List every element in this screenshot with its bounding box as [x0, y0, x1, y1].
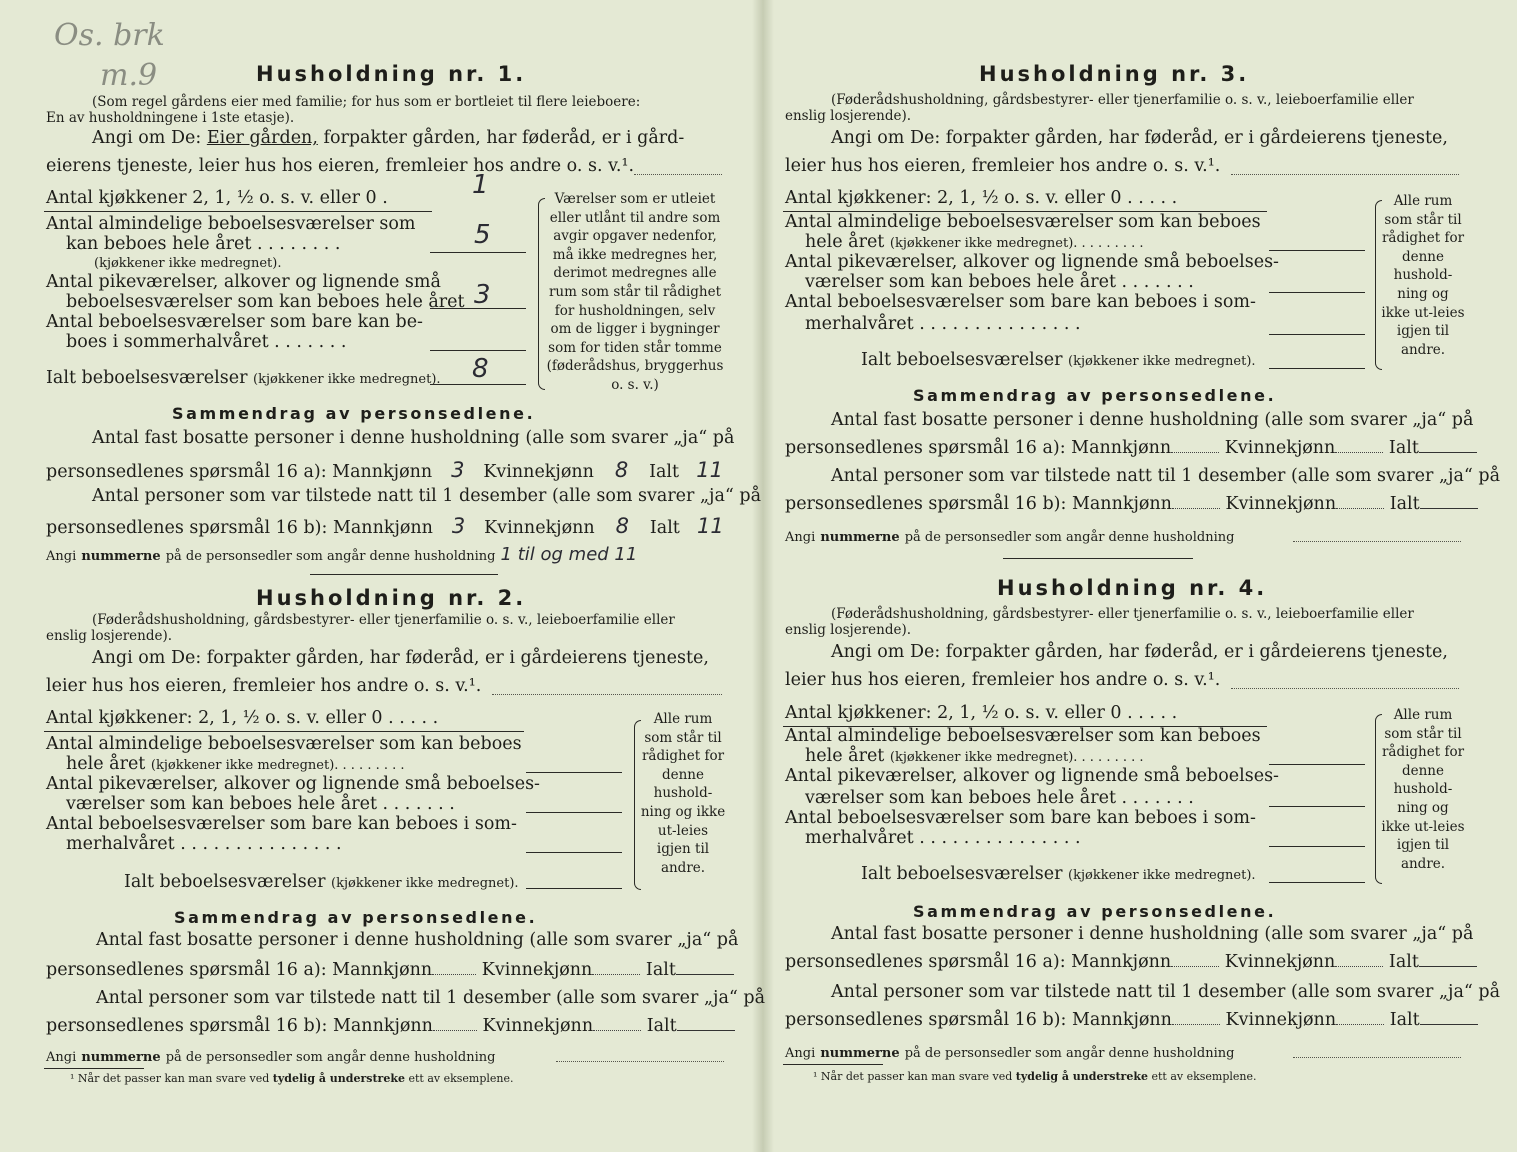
footnote-left-bold: tydelig å understreke	[272, 1072, 405, 1085]
h1-note-1: (Som regel gårdens eier med familie; for hus som er bortleiet til flere leieboere:	[92, 94, 641, 110]
h1-side-note: Værelser som er utleiet eller utlånt til andre som avgir opgaver nedenfor, må ikke medregnes her, derimot medregnes alle rum som står til rådighet for husholdningen, selv om de ligger i bygninger som for tiden står tomme (føderådshus, bryggerhus o. s. v.)	[546, 191, 724, 393]
h2-ordinary-l2	[66, 754, 405, 774]
h4-summary-title: Sammendrag av personsedlene.	[913, 902, 1277, 921]
h1-resident-total-label: Ialt	[649, 462, 680, 482]
h1-maid-rooms-value: 3	[474, 280, 491, 310]
h1-kitchens-value: 1	[472, 170, 489, 200]
h3-note-1: (Føderådshusholdning, gårdsbestyrer- eller tjenerfamilie o. s. v., leieboerfamilie eller	[831, 92, 1414, 108]
h1-ordinary-rooms-l2: kan beboes hele året . . . . . . . .	[66, 234, 341, 254]
footnote-right-bold: tydelig å understreke	[1015, 1070, 1148, 1083]
h2-total-rooms	[124, 872, 519, 892]
h3-numbers-answer-line	[1293, 541, 1461, 542]
footnote-left-post: ett av eksemplene.	[408, 1072, 514, 1085]
h1-brace	[538, 198, 545, 390]
h4-resident-l2	[785, 952, 1477, 972]
h2-present-female-label: Kvinnekjønn	[482, 1016, 594, 1036]
h1-present-male-label: personsedlenes spørsmål 16 b): Mannkjønn	[46, 518, 433, 538]
h1-total-rooms-value: 8	[472, 354, 489, 384]
footnote-rule-left	[44, 1068, 144, 1069]
h1-present-total-value: 11	[697, 514, 724, 538]
h2-side-note: Alle rum som står til rådighet for denne hushold-ning og ikke ut-leies igjen til andre.	[640, 711, 726, 876]
h1-numbers-value: 1 til og med 11	[500, 544, 638, 565]
h1-summer-rooms-l1: Antal beboelsesværelser som bare kan be-	[46, 312, 423, 332]
handwritten-mark-line1: Os. brk	[54, 18, 165, 53]
h1-angi-answer-line	[634, 174, 722, 175]
h2-resident-male-label: personsedlenes spørsmål 16 a): Mannkjønn	[46, 960, 433, 980]
h1-angi-rest: forpakter gården, har føderåd, er i gård-	[323, 128, 685, 148]
h2-ordinary-l1: Antal almindelige beboelsesværelser som kan beboes	[46, 734, 522, 754]
h1-resident-total-value: 11	[696, 458, 723, 482]
h3-total-rooms-pre: Ialt beboelsesværelser	[861, 350, 1063, 370]
h4-total-answer-line	[1269, 882, 1365, 883]
h4-angi-answer-line	[1231, 688, 1459, 689]
h2-numbers-row	[46, 1046, 495, 1065]
page-fold	[752, 0, 774, 1152]
h1-numbers-prefix: Angi	[46, 549, 77, 564]
h1-present-male-value: 3	[451, 514, 466, 538]
h2-ordinary-l2-note: (kjøkkener ikke medregnet). . . . . . . . .	[150, 758, 405, 773]
h1-present-l2	[46, 514, 735, 538]
h1-resident-l1: Antal fast bosatte personer i denne husholdning (alle som svarer „ja“ på	[92, 428, 735, 448]
h4-ordinary-l2-pre: hele året	[805, 746, 885, 766]
h3-title: Husholdning nr. 3.	[979, 62, 1250, 86]
h1-numbers-label: på de personsedler som angår denne husholdning	[165, 549, 496, 564]
h3-ordinary-answer-line	[1269, 250, 1365, 251]
h2-angi-l2: leier hus hos eieren, fremleier hos andre o. s. v.¹.	[46, 676, 482, 696]
h2-present-l1: Antal personer som var tilstede natt til 1 desember (alle som svarer „ja“ på	[96, 988, 766, 1008]
h4-resident-female-label: Kvinnekjønn	[1224, 952, 1336, 972]
h4-angi-l1: Angi om De: forpakter gården, har føderåd, er i gårdeierens tjeneste,	[831, 642, 1448, 662]
h3-numbers-prefix: Angi	[785, 530, 816, 545]
h1-present-female-value: 8	[615, 514, 629, 538]
h4-numbers-answer-line	[1293, 1057, 1461, 1058]
h2-kitchens-label: Antal kjøkkener: 2, 1, ½ o. s. v. eller 0 . . . . .	[46, 708, 439, 728]
h3-note-2: enslig losjerende).	[785, 108, 912, 124]
h3-maid-answer-line	[1269, 292, 1365, 293]
h1-angi-line1	[92, 128, 684, 148]
h3-ordinary-l2-pre: hele året	[805, 232, 885, 252]
h1-total-answer-line	[430, 384, 526, 385]
h1-numbers-row	[46, 544, 637, 565]
h4-maid-l1: Antal pikeværelser, alkover og lignende små beboelses-	[785, 766, 1279, 786]
h2-angi-l1: Angi om De: forpakter gården, har føderåd, er i gårdeierens tjeneste,	[92, 648, 709, 668]
h3-resident-l2	[785, 438, 1477, 458]
h1-resident-male-value: 3	[451, 458, 465, 482]
h1-maid-rooms-l2: beboelsesværelser som kan beboes hele året	[66, 292, 465, 312]
h4-resident-male-label: personsedlenes spørsmål 16 a): Mannkjønn	[785, 952, 1172, 972]
h2-total-answer-line	[526, 888, 622, 889]
h4-numbers-label: på de personsedler som angår denne husholdning	[904, 1046, 1235, 1061]
h1-title: Husholdning nr. 1.	[256, 62, 527, 86]
h1-maid-answer-line	[430, 308, 526, 309]
h1-summary-title: Sammendrag av personsedlene.	[172, 404, 536, 423]
h1-present-l1: Antal personer som var tilstede natt til 1 desember (alle som svarer „ja“ på	[92, 486, 762, 506]
h1-ordinary-rooms-value: 5	[474, 220, 491, 250]
h2-summer-l2: merhalvåret . . . . . . . . . . . . . . .	[66, 834, 342, 854]
h3-resident-male-label: personsedlenes spørsmål 16 a): Mannkjønn	[785, 438, 1172, 458]
h4-total-rooms	[861, 864, 1256, 884]
h2-title: Husholdning nr. 2.	[256, 586, 527, 610]
h4-kitchens-label: Antal kjøkkener: 2, 1, ½ o. s. v. eller 0 . . . . .	[785, 703, 1178, 723]
h4-ordinary-answer-line	[1269, 764, 1365, 765]
h3-total-rooms	[861, 350, 1256, 370]
h1-h2-separator	[310, 574, 498, 575]
h1-total-rooms-prefix: Ialt beboelsesværelser	[46, 368, 248, 388]
h3-summary-title: Sammendrag av personsedlene.	[913, 386, 1277, 405]
h3-angi-l2: leier hus hos eieren, fremleier hos andre o. s. v.¹.	[785, 156, 1221, 176]
h2-summary-title: Sammendrag av personsedlene.	[174, 908, 538, 927]
h4-total-rooms-note: (kjøkkener ikke medregnet).	[1068, 868, 1256, 883]
footnote-left	[70, 1072, 514, 1085]
h3-numbers-bold: nummerne	[820, 530, 900, 545]
h3-ordinary-l2	[805, 232, 1144, 252]
h2-maid-answer-line	[526, 812, 622, 813]
h2-resident-female-label: Kvinnekjønn	[481, 960, 593, 980]
h4-present-male-label: personsedlenes spørsmål 16 b): Mannkjønn	[785, 1010, 1172, 1030]
h2-numbers-label: på de personsedler som angår denne husholdning	[165, 1050, 496, 1065]
h4-ordinary-l2-note: (kjøkkener ikke medregnet). . . . . . . . .	[889, 750, 1144, 765]
h4-angi-l2: leier hus hos eieren, fremleier hos andre o. s. v.¹.	[785, 670, 1221, 690]
h2-ordinary-answer-line	[526, 772, 622, 773]
h4-maid-l2: værelser som kan beboes hele året . . . . . . .	[805, 788, 1194, 808]
h4-present-l2	[785, 1010, 1478, 1030]
h4-numbers-prefix: Angi	[785, 1046, 816, 1061]
footnote-right	[813, 1070, 1257, 1083]
handwritten-mark-line2: m.9	[100, 58, 158, 93]
footnote-left-pre: ¹ Når det passer kan man svare ved	[70, 1072, 270, 1085]
h3-total-answer-line	[1269, 368, 1365, 369]
h1-resident-l2	[46, 458, 735, 482]
h2-total-rooms-note: (kjøkkener ikke medregnet).	[331, 876, 519, 891]
h1-angi-prefix: Angi om De:	[92, 128, 202, 148]
h1-present-female-label: Kvinnekjønn	[484, 518, 595, 538]
h3-total-rooms-note: (kjøkkener ikke medregnet).	[1068, 354, 1256, 369]
h4-title: Husholdning nr. 4.	[997, 576, 1268, 600]
h1-summer-answer-line	[430, 350, 526, 351]
h2-ordinary-l2-pre: hele året	[66, 754, 146, 774]
h3-numbers-row	[785, 526, 1234, 545]
h1-numbers-bold: nummerne	[81, 549, 161, 564]
right-page	[783, 0, 1501, 1152]
h2-kitchens-underline	[44, 731, 524, 732]
h3-summer-l2: merhalvåret . . . . . . . . . . . . . . .	[805, 314, 1081, 334]
h3-numbers-label: på de personsedler som angår denne husholdning	[904, 530, 1235, 545]
h2-summer-answer-line	[526, 852, 622, 853]
h4-total-rooms-pre: Ialt beboelsesværelser	[861, 864, 1063, 884]
h3-present-l1: Antal personer som var tilstede natt til 1 desember (alle som svarer „ja“ på	[831, 466, 1501, 486]
h2-note-2: enslig losjerende).	[46, 628, 173, 644]
h4-maid-answer-line	[1269, 806, 1365, 807]
h4-summer-answer-line	[1269, 846, 1365, 847]
h4-note-2: enslig losjerende).	[785, 622, 912, 638]
h2-present-total-label: Ialt	[646, 1016, 677, 1036]
h1-ordinary-rooms-l1: Antal almindelige beboelsesværelser som	[46, 214, 416, 234]
h3-resident-total-label: Ialt	[1388, 438, 1419, 458]
h1-ordinary-rooms-note: (kjøkkener ikke medregnet).	[94, 256, 282, 271]
footnote-right-pre: ¹ Når det passer kan man svare ved	[813, 1070, 1013, 1083]
h3-present-male-label: personsedlenes spørsmål 16 b): Mannkjønn	[785, 494, 1172, 514]
h4-resident-l1: Antal fast bosatte personer i denne husholdning (alle som svarer „ja“ på	[831, 924, 1474, 944]
h3-ordinary-l2-note: (kjøkkener ikke medregnet). . . . . . . . .	[889, 236, 1144, 251]
h4-numbers-bold: nummerne	[820, 1046, 900, 1061]
left-page	[44, 0, 766, 1152]
h3-summer-answer-line	[1269, 334, 1365, 335]
h4-summer-l1: Antal beboelsesværelser som bare kan beboes i som-	[785, 808, 1256, 828]
h3-h4-separator	[1003, 558, 1193, 559]
h3-present-l2	[785, 494, 1478, 514]
h1-kitchens-label: Antal kjøkkener 2, 1, ½ o. s. v. eller 0 .	[46, 188, 388, 208]
h2-summer-l1: Antal beboelsesværelser som bare kan beboes i som-	[46, 814, 517, 834]
h2-numbers-prefix: Angi	[46, 1050, 77, 1065]
h3-side-note: Alle rum som står til rådighet for denne hushold-ning og ikke ut-leies igjen til andre.	[1381, 193, 1465, 358]
h4-present-female-label: Kvinnekjønn	[1225, 1010, 1337, 1030]
h1-total-rooms-label	[46, 368, 441, 388]
h1-angi-eier-underlined: Eier gården,	[206, 128, 318, 148]
h1-resident-female-label: Kvinnekjønn	[483, 462, 594, 482]
h1-maid-rooms-l1: Antal pikeværelser, alkover og lignende små	[46, 272, 441, 292]
h3-resident-l1: Antal fast bosatte personer i denne husholdning (alle som svarer „ja“ på	[831, 410, 1474, 430]
h1-present-total-label: Ialt	[649, 518, 680, 538]
h3-summer-l1: Antal beboelsesværelser som bare kan beboes i som-	[785, 292, 1256, 312]
h4-present-l1: Antal personer som var tilstede natt til 1 desember (alle som svarer „ja“ på	[831, 982, 1501, 1002]
h2-numbers-answer-line	[556, 1061, 724, 1062]
h4-numbers-row	[785, 1042, 1234, 1061]
h1-total-rooms-note: (kjøkkener ikke medregnet).	[253, 372, 441, 387]
h1-note-2: En av husholdningene i 1ste etasje).	[46, 110, 295, 126]
h3-resident-female-label: Kvinnekjønn	[1224, 438, 1336, 458]
h3-kitchens-label: Antal kjøkkener: 2, 1, ½ o. s. v. eller 0 . . . . .	[785, 188, 1178, 208]
h4-note-1: (Føderådshusholdning, gårdsbestyrer- eller tjenerfamilie o. s. v., leieboerfamilie eller	[831, 606, 1414, 622]
h1-resident-male-label: personsedlenes spørsmål 16 a): Mannkjønn	[46, 462, 433, 482]
h4-summer-l2: merhalvåret . . . . . . . . . . . . . . .	[805, 828, 1081, 848]
footnote-rule-right	[783, 1064, 883, 1065]
h3-angi-answer-line	[1231, 174, 1459, 175]
h2-resident-l2	[46, 960, 734, 980]
h3-maid-l1: Antal pikeværelser, alkover og lignende små beboelses-	[785, 252, 1279, 272]
h2-resident-l1: Antal fast bosatte personer i denne husholdning (alle som svarer „ja“ på	[96, 930, 739, 950]
h2-numbers-bold: nummerne	[81, 1050, 161, 1065]
h4-ordinary-l1: Antal almindelige beboelsesværelser som kan beboes	[785, 726, 1261, 746]
h2-resident-total-label: Ialt	[645, 960, 676, 980]
h2-angi-answer-line	[492, 694, 722, 695]
h3-present-total-label: Ialt	[1389, 494, 1420, 514]
h2-total-rooms-pre: Ialt beboelsesværelser	[124, 872, 326, 892]
h1-summer-rooms-l2: boes i sommerhalvåret . . . . . . .	[66, 332, 347, 352]
h3-present-female-label: Kvinnekjønn	[1225, 494, 1337, 514]
h4-side-note: Alle rum som står til rådighet for denne hushold-ning og ikke ut-leies igjen til andre.	[1381, 707, 1465, 872]
h1-angi-line2: eierens tjeneste, leier hus hos eieren, fremleier hos andre o. s. v.¹.	[46, 156, 635, 176]
h2-present-male-label: personsedlenes spørsmål 16 b): Mannkjønn	[46, 1016, 433, 1036]
h1-kitchens-underline	[44, 211, 432, 212]
h2-maid-l2: værelser som kan beboes hele året . . . . . . .	[66, 794, 455, 814]
h4-resident-total-label: Ialt	[1388, 952, 1419, 972]
h2-maid-l1: Antal pikeværelser, alkover og lignende små beboelses-	[46, 774, 540, 794]
h1-ordinary-answer-line	[430, 252, 526, 253]
h2-present-l2	[46, 1016, 735, 1036]
h3-ordinary-l1: Antal almindelige beboelsesværelser som kan beboes	[785, 212, 1261, 232]
h1-resident-female-value: 8	[614, 458, 629, 482]
footnote-right-post: ett av eksemplene.	[1151, 1070, 1257, 1083]
h4-ordinary-l2	[805, 746, 1144, 766]
h4-present-total-label: Ialt	[1389, 1010, 1420, 1030]
h3-maid-l2: værelser som kan beboes hele året . . . . . . .	[805, 272, 1194, 292]
h3-angi-l1: Angi om De: forpakter gården, har føderåd, er i gårdeierens tjeneste,	[831, 128, 1448, 148]
h2-note-1: (Føderådshusholdning, gårdsbestyrer- eller tjenerfamilie o. s. v., leieboerfamilie eller	[92, 612, 675, 628]
